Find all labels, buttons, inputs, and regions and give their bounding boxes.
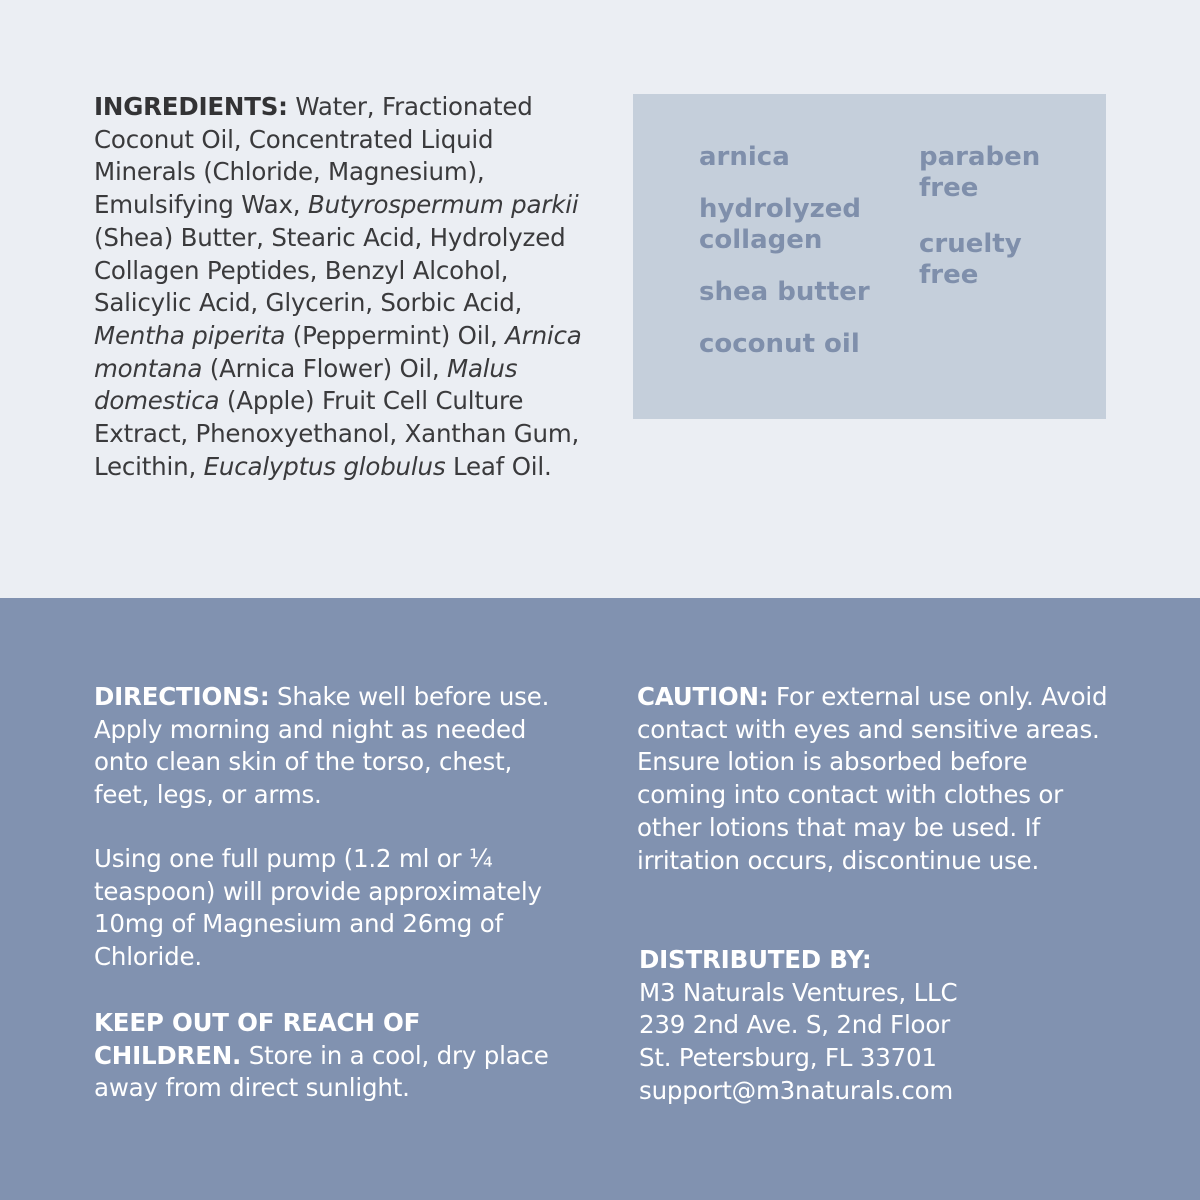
directions-body: Shake well before use. Apply morning and night as needed onto clean skin of the torso, chest, feet, legs, or arms. [94,682,550,810]
keep-out-text [94,1007,564,1105]
feature-arnica: arnica [699,142,790,172]
support-email: support@m3naturals.com [639,1075,954,1105]
features-box [633,94,1106,419]
ingredients-botanical: Butyrospermum parkii [307,190,579,220]
feature-paraben-free: paraben free [919,142,1041,203]
ingredients-text [94,91,584,483]
caution-body: For external use only. Avoid contact with eyes and sensitive areas. Ensure lotion is absorbed before coming into contact with clothes or other lotions that may be used. If irritation occurs, discontinue use. [637,682,1108,875]
caution-label: CAUTION: [637,682,769,711]
ingredients-botanical: Arnica montana [94,320,582,383]
feature-coconut-oil: coconut oil [699,329,860,359]
ingredients-botanical: Eucalyptus globulus [203,451,446,481]
feature-hydrolyzed-collagen: hydrolyzed collagen [699,194,861,255]
features-right-column [919,142,1069,316]
feature-cruelty-free: cruelty free [919,229,1022,290]
ingredients-part: (Shea) Butter, Stearic Acid, Hydrolyzed Collagen Peptides, Benzyl Alcohol, Salicylic Acid, Glycerin, Sorbic Acid, [94,222,566,318]
distributed-label: DISTRIBUTED BY: [639,945,872,974]
address-line-1: 239 2nd Ave. S, 2nd Floor [639,1010,951,1040]
ingredients-part: (Apple) Fruit Cell Culture Extract, Phenoxyethanol, Xanthan Gum, Lecithin, [94,386,580,481]
feature-shea-butter: shea butter [699,277,870,307]
ingredients-label: INGREDIENTS: [94,92,288,121]
ingredients-part: Water, Fractionated Coconut Oil, Concentrated Liquid Minerals (Chloride, Magnesium), Emulsifying Wax, [94,92,533,220]
caution-text [637,681,1117,877]
keep-out-label: KEEP OUT OF REACH OF CHILDREN. [94,1008,421,1070]
ingredients-part: (Arnica Flower) Oil, [202,353,448,383]
directions-label: DIRECTIONS: [94,682,270,711]
ingredients-part: (Peppermint) Oil, [285,320,506,350]
ingredients-part: Leaf Oil. [445,451,552,481]
distributed-by [639,944,1119,1108]
usage-text: Using one full pump (1.2 ml or ¼ teaspoon) will provide approximately 10mg of Magnesium and 26mg of Chloride. [94,844,542,972]
features-left-column [699,142,889,381]
company-name: M3 Naturals Ventures, LLC [639,977,958,1007]
ingredients-botanical: Malus domestica [94,353,518,416]
keep-out-body: Store in a cool, dry place away from direct sunlight. [94,1040,549,1103]
address-line-2: St. Petersburg, FL 33701 [639,1043,937,1073]
ingredients-botanical: Mentha piperita [94,320,286,350]
directions-text [94,681,564,812]
